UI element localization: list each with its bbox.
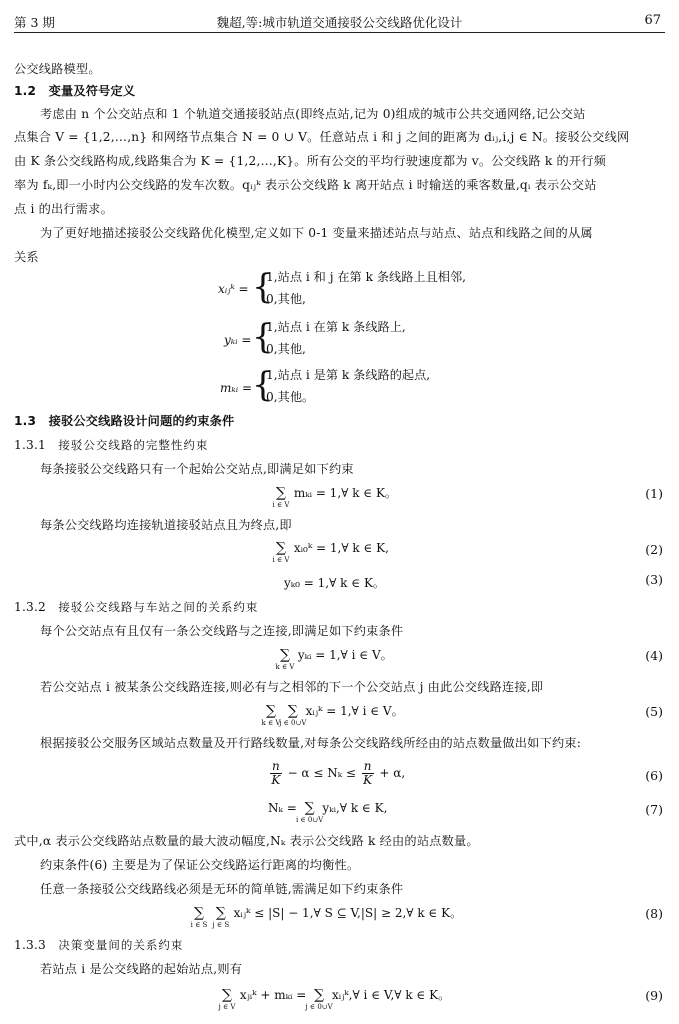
numerator: n xyxy=(272,759,280,773)
paragraph-line: 点集合 V = {1,2,…,n} 和网络节点集合 N = 0 ∪ V。任意站点 i 和 j 之间的距离为 dᵢⱼ,i,j ∈ N。接驳公交线网 xyxy=(14,130,630,144)
sum-index: j ∈ V xyxy=(218,1003,236,1011)
equation-number: (4) xyxy=(645,648,663,663)
sum-index: i ∈ S xyxy=(190,921,208,929)
equation-body: xᵢⱼᵏ ≤ |S| − 1,∀ S ⊆ V,|S| ≥ 2,∀ k ∈ K。 xyxy=(233,906,463,920)
def-m-lhs: mₖᵢ = xyxy=(220,381,253,395)
denominator: K xyxy=(271,773,281,787)
sum-index: j ∈ S xyxy=(212,921,230,929)
numerator: n xyxy=(363,759,372,773)
left-brace-icon: { xyxy=(252,365,274,405)
paragraph-line: 若站点 i 是公交线路的起始站点,则有 xyxy=(40,962,243,976)
equation-number: (3) xyxy=(645,572,663,587)
equation-body: xᵢ₀ᵏ = 1,∀ k ∈ K, xyxy=(293,541,389,555)
equation-5 xyxy=(261,702,404,727)
subsection-title: 接驳公交线路与车站之间的关系约束 xyxy=(58,600,259,614)
summation-icon: ∑ j ∈ 0∪V xyxy=(305,987,333,1011)
equation-9 xyxy=(218,986,451,1011)
def-x-lhs: xᵢⱼᵏ = xyxy=(218,282,249,296)
equation-number: (7) xyxy=(645,802,663,817)
sum-index: i ∈ V xyxy=(272,501,290,509)
equation-number: (6) xyxy=(645,768,663,783)
page-header xyxy=(14,10,665,33)
left-brace-icon: { xyxy=(252,267,274,307)
equation-body: yₖᵢ = 1,∀ i ∈ V。 xyxy=(297,648,393,662)
paragraph-line: 任意一条接驳公交线路线必须是无环的简单链,需满足如下约束条件 xyxy=(40,882,404,896)
subsection-number: 1.3.2 xyxy=(14,600,47,614)
equation-number: (2) xyxy=(645,542,663,557)
summation-icon: ∑ i ∈ S xyxy=(190,905,208,921)
summation-icon: ∑ j ∈ S xyxy=(212,905,230,921)
subsection-number: 1.3.3 xyxy=(14,938,47,952)
paragraph: 公交线路模型。 xyxy=(14,62,101,76)
paragraph-line: 关系 xyxy=(14,250,39,264)
equation-number: (9) xyxy=(645,988,663,1003)
equation-3: yₖ₀ = 1,∀ k ∈ K。 xyxy=(284,576,385,590)
subsection-number: 1.3.1 xyxy=(14,438,47,452)
page-number: 67 xyxy=(644,13,661,28)
equation-7 xyxy=(268,800,388,824)
paragraph-line: 点 i 的出行需求。 xyxy=(14,202,113,216)
subsection-heading-1-3-3 xyxy=(14,936,183,953)
equation-1 xyxy=(272,484,397,509)
paragraph-line: 式中,α 表示公交线路站点数量的最大波动幅度,Nₖ 表示公交线路 k 经由的站点数量。 xyxy=(14,834,479,848)
equation-body: xᵢⱼᵏ,∀ i ∈ V,∀ k ∈ K。 xyxy=(331,988,451,1002)
paragraph-line: 约束条件(6) 主要是为了保证公交线路运行距离的均衡性。 xyxy=(40,858,360,872)
subsection-title: 接驳公交线路的完整性约束 xyxy=(58,438,209,452)
section-heading-1-2: 1.2 变量及符号定义 xyxy=(14,84,136,98)
summation-icon: ∑ j ∈ 0∪V xyxy=(279,703,307,727)
paragraph-line: 每条公交线路均连接轨道接驳站点且为终点,即 xyxy=(40,518,292,532)
summation-icon: ∑ k ∈ V xyxy=(276,647,294,663)
summation-icon: ∑ i ∈ 0∪V xyxy=(295,800,324,824)
paragraph-line: 考虑由 n 个公交站点和 1 个轨道交通接驳站点(即终点站,记为 0)组成的城市公共交通网络,记公交站 xyxy=(40,107,586,121)
summation-icon: ∑ j ∈ V xyxy=(218,987,236,1003)
paragraph-line: 率为 fₖ,即一小时内公交线路的发车次数。qᵢⱼᵏ 表示公交线路 k 离开站点 i 时输送的乘客数量,qᵢ 表示公交站 xyxy=(14,178,597,192)
def-y-case-1: 1,站点 i 在第 k 条线路上, xyxy=(266,320,406,334)
equation-4 xyxy=(275,646,393,671)
equation-2 xyxy=(272,540,389,564)
journal-issue: 第 3 期 xyxy=(14,15,55,30)
fraction xyxy=(270,760,282,787)
equation-body: + α, xyxy=(379,766,406,780)
def-y-case-0: 0,其他, xyxy=(266,342,306,356)
def-m-case-1: 1,站点 i 是第 k 条线路的起点, xyxy=(266,368,431,382)
subsection-heading-1-3-1 xyxy=(14,436,208,453)
equation-body: yₖᵢ,∀ k ∈ K, xyxy=(322,801,388,815)
paragraph-line: 每个公交站点有且仅有一条公交线路与之连接,即满足如下约束条件 xyxy=(40,624,404,638)
equation-lhs: Nₖ = xyxy=(268,801,297,815)
sum-index: j ∈ 0∪V xyxy=(305,1003,333,1011)
sum-index: k ∈ V xyxy=(261,719,281,727)
sum-index: i ∈ V xyxy=(272,556,290,564)
def-y-cases xyxy=(266,316,406,360)
running-title: 魏超,等:城市轨道交通接驳公交线路优化设计 xyxy=(216,15,463,30)
sum-index: k ∈ V xyxy=(275,663,295,671)
summation-icon: ∑ k ∈ V xyxy=(262,703,280,719)
equation-body: xᵢⱼᵏ = 1,∀ i ∈ V。 xyxy=(305,704,404,718)
equation-8 xyxy=(190,904,463,929)
left-brace-icon: { xyxy=(252,317,274,357)
subsection-heading-1-3-2 xyxy=(14,598,258,615)
equation-6 xyxy=(268,760,405,787)
paragraph-line: 每条接驳公交线路只有一个起始公交站点,即满足如下约束 xyxy=(40,462,354,476)
paragraph-line: 若公交站点 i 被某条公交线路连接,则必有与之相邻的下一个公交站点 j 由此公交线路连接,即 xyxy=(40,680,544,694)
denominator: K xyxy=(363,773,373,787)
summation-icon: ∑ i ∈ V xyxy=(272,485,290,501)
def-x-case-0: 0,其他, xyxy=(266,292,306,306)
def-x-case-1: 1,站点 i 和 j 在第 k 条线路上且相邻, xyxy=(266,270,467,284)
sum-index: i ∈ 0∪V xyxy=(295,816,324,824)
sum-index: j ∈ 0∪V xyxy=(279,719,307,727)
paragraph-line: 由 K 条公交线路构成,线路集合为 K = {1,2,…,K}。所有公交的平均行驶速度都为 v。公交线路 k 的开行频 xyxy=(14,154,607,168)
summation-icon: ∑ i ∈ V xyxy=(272,540,290,556)
subsection-title: 决策变量间的关系约束 xyxy=(58,938,184,952)
paragraph-line: 根据接驳公交服务区域站点数量及开行路线数量,对每条公交线路线所经由的站点数量做出如下约束: xyxy=(40,736,582,750)
equation-body: mₖᵢ = 1,∀ k ∈ K。 xyxy=(293,486,397,500)
fraction xyxy=(362,760,374,787)
equation-number: (8) xyxy=(645,906,663,921)
equation-number: (5) xyxy=(645,704,663,719)
def-x-cases xyxy=(266,266,466,310)
equation-body: xⱼᵢᵏ + mₖᵢ = xyxy=(239,988,307,1002)
equation-number: (1) xyxy=(645,486,663,501)
def-y-lhs: yₖᵢ = xyxy=(224,333,252,347)
def-m-cases xyxy=(266,364,430,408)
def-m-case-0: 0,其他。 xyxy=(266,390,315,404)
paragraph-line: 为了更好地描述接驳公交线路优化模型,定义如下 0-1 变量来描述站点与站点、站点和线路之间的从属 xyxy=(40,226,593,240)
equation-body: − α ≤ Nₖ ≤ xyxy=(287,766,356,780)
section-heading-1-3: 1.3 接驳公交线路设计问题的约束条件 xyxy=(14,414,235,428)
